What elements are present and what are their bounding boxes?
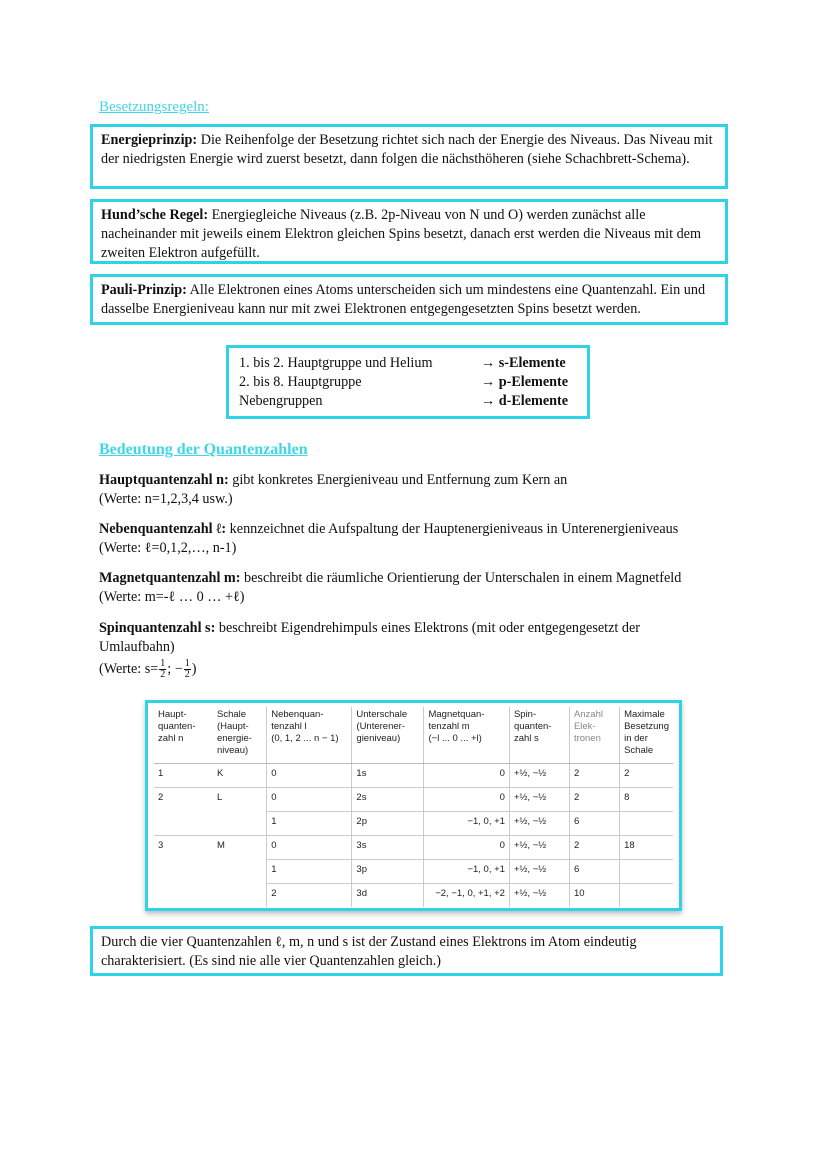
- pauli-prinzip-title: Pauli-Prinzip:: [101, 282, 187, 298]
- header-anzahl-elektronen: Anzahl Elek- tronen: [569, 707, 619, 764]
- cell-magnetquantenzahl: 0: [424, 836, 509, 860]
- cell-maximale-besetzung: 2: [620, 764, 673, 788]
- cell-anzahl-elektronen: 2: [569, 788, 619, 812]
- header-schale: Schale (Haupt- energie- niveau): [213, 707, 267, 764]
- cell-schale: [213, 812, 267, 836]
- cell-anzahl-elektronen: 6: [569, 860, 619, 884]
- quantenzahlen-table: [154, 707, 673, 907]
- table-row: [154, 884, 673, 908]
- pauli-prinzip-text: Alle Elektronen eines Atoms unterscheiden sich um mindestens eine Quantenzahl. Ein und dasselbe Energieniveau kann nur mit zwei Elektronen entgegengesetzten Spins besetzt werden.: [101, 282, 706, 317]
- element-group-row: [239, 373, 577, 392]
- header-magnetquantenzahl: Magnetquan- tenzahl m (−l ... 0 ... +l): [424, 707, 509, 764]
- spinquantenzahl-block: [99, 619, 699, 680]
- nebenquantenzahl-title: Nebenquantenzahl ℓ:: [99, 521, 227, 537]
- hauptquantenzahl-block: [99, 471, 739, 509]
- spinquantenzahl-text: beschreibt Eigendrehimpuls eines Elektrons (mit oder entgegengesetzt der Umlaufbahn): [99, 620, 641, 655]
- spinquantenzahl-values: (Werte: s= $\frac{1}{2}$ ; − $\frac{1}{2}$ ): [99, 658, 197, 680]
- nebenquantenzahl-block: [99, 520, 739, 558]
- cell-maximale-besetzung: [620, 860, 673, 884]
- cell-unterschale: 3d: [352, 884, 424, 908]
- cell-schale: M: [213, 836, 267, 860]
- header-nebenquantenzahl: Nebenquan- tenzahl l (0, 1, 2 ... n − 1): [267, 707, 352, 764]
- cell-magnetquantenzahl: −2, −1, 0, +1, +2: [424, 884, 509, 908]
- cell-schale: L: [213, 788, 267, 812]
- element-group-label: Nebengruppen: [239, 393, 323, 409]
- cell-magnetquantenzahl: −1, 0, +1: [424, 860, 509, 884]
- cell-nebenquantenzahl: 0: [267, 836, 352, 860]
- table-row: [154, 788, 673, 812]
- element-group-label: 1. bis 2. Hauptgruppe und Helium: [239, 355, 433, 371]
- magnetquantenzahl-values: (Werte: m=-ℓ … 0 … +ℓ): [99, 589, 245, 605]
- cell-schale: K: [216, 768, 224, 779]
- header-hauptquantenzahl: Haupt- quanten- zahl n: [154, 707, 213, 764]
- cell-spinquantenzahl: +½, −½: [509, 860, 569, 884]
- magnetquantenzahl-block: [99, 569, 739, 607]
- cell-schale: [213, 860, 267, 884]
- element-type: → s-Elemente: [481, 355, 566, 371]
- table-row: [154, 764, 673, 788]
- cell-magnetquantenzahl: −1, 0, +1: [424, 812, 509, 836]
- pauli-prinzip-box: [90, 274, 728, 325]
- hund-regel-title: Hund’sche Regel:: [101, 207, 209, 223]
- cell-unterschale: 3p: [352, 860, 424, 884]
- cell-nebenquantenzahl: 0: [267, 764, 352, 788]
- cell-hauptquantenzahl: 2: [154, 788, 213, 812]
- header-unterschale: Unterschale (Unterener- gieniveau): [352, 707, 424, 764]
- table-row: [154, 860, 673, 884]
- energieprinzip-text: Die Reihenfolge der Besetzung richtet sich nach der Energie des Niveaus. Das Niveau mit der niedrigsten Energie wird zuerst besetzt, dann folgen die nächsthöheren (siehe Schachbrett-Schema).: [101, 132, 713, 167]
- cell-anzahl-elektronen: 2: [569, 836, 619, 860]
- cell-maximale-besetzung: 8: [620, 788, 673, 812]
- cell-hauptquantenzahl: [154, 812, 213, 836]
- nebenquantenzahl-text: kennzeichnet die Aufspaltung der Hauptenergieniveaus in Unterenergieniveaus: [226, 521, 679, 537]
- hund-regel-box: [90, 199, 728, 264]
- element-type: → d-Elemente: [481, 393, 569, 409]
- cell-nebenquantenzahl: 2: [267, 884, 352, 908]
- element-type: → p-Elemente: [481, 374, 569, 390]
- conclusion-box: [90, 926, 723, 976]
- fraction: $\frac{1}{2}$: [160, 658, 166, 680]
- cell-spinquantenzahl: +½, −½: [509, 836, 569, 860]
- table-row: [154, 812, 673, 836]
- magnetquantenzahl-text: beschreibt die räumliche Orientierung der Unterschalen in einem Magnetfeld: [240, 570, 682, 586]
- cell-anzahl-elektronen: 6: [569, 812, 619, 836]
- cell-hauptquantenzahl: 3: [154, 836, 213, 860]
- cell-unterschale: 2s: [352, 788, 424, 812]
- conclusion-text: Durch die vier Quantenzahlen ℓ, m, n und s ist der Zustand eines Elektrons im Atom eindeutig charakterisiert. (Es sind nie alle vier Quantenzahlen gleich.): [101, 934, 637, 969]
- energieprinzip-box: [90, 124, 728, 189]
- cell-maximale-besetzung: [620, 884, 673, 908]
- cell-hauptquantenzahl: 1: [158, 768, 164, 779]
- hund-regel-text: Energiegleiche Niveaus (z.B. 2p-Niveau von N und O) werden zunächst alle nacheinander mit jeweils einem Elektron gleichen Spins besetzt, danach erst werden die Niveaus mit dem zweiten Elektron aufgefüllt.: [101, 207, 702, 261]
- cell-anzahl-elektronen: 10: [569, 884, 619, 908]
- cell-unterschale: 2p: [352, 812, 424, 836]
- element-group-row: [239, 354, 577, 373]
- cell-nebenquantenzahl: 0: [267, 788, 352, 812]
- cell-magnetquantenzahl: 0: [424, 764, 509, 788]
- nebenquantenzahl-values: (Werte: ℓ=0,1,2,…, n-1): [99, 540, 237, 556]
- quantenzahlen-heading: Bedeutung der Quantenzahlen: [99, 441, 308, 458]
- hauptquantenzahl-title: Hauptquantenzahl n:: [99, 472, 229, 488]
- quantenzahlen-table-frame: [145, 700, 682, 911]
- hauptquantenzahl-values: (Werte: n=1,2,3,4 usw.): [99, 491, 233, 507]
- energieprinzip-title: Energieprinzip:: [101, 132, 198, 148]
- cell-anzahl-elektronen: 2: [569, 764, 619, 788]
- spinquantenzahl-title: Spinquantenzahl s:: [99, 620, 216, 636]
- cell-nebenquantenzahl: 1: [267, 860, 352, 884]
- cell-hauptquantenzahl: [154, 884, 213, 908]
- hauptquantenzahl-text: gibt konkretes Energieniveau und Entfernung zum Kern an: [228, 472, 568, 488]
- header-maximale-besetzung: Maximale Besetzung in der Schale: [620, 707, 673, 764]
- cell-maximale-besetzung: 18: [620, 836, 673, 860]
- cell-schale: [213, 884, 267, 908]
- fraction: $\frac{1}{2}$: [184, 658, 190, 680]
- cell-magnetquantenzahl: 0: [424, 788, 509, 812]
- cell-spinquantenzahl: +½, −½: [509, 812, 569, 836]
- element-groups-box: [226, 345, 590, 419]
- cell-spinquantenzahl: +½, −½: [509, 764, 569, 788]
- cell-nebenquantenzahl: 1: [267, 812, 352, 836]
- besetzungsregeln-heading: Besetzungsregeln:: [99, 99, 209, 115]
- table-header-row: [154, 707, 673, 764]
- cell-hauptquantenzahl: [154, 860, 213, 884]
- cell-spinquantenzahl: +½, −½: [509, 788, 569, 812]
- cell-spinquantenzahl: +½, −½: [509, 884, 569, 908]
- magnetquantenzahl-title: Magnetquantenzahl m:: [99, 570, 241, 586]
- cell-maximale-besetzung: [620, 812, 673, 836]
- header-spinquantenzahl: Spin- quanten- zahl s: [509, 707, 569, 764]
- cell-unterschale: 1s: [352, 764, 424, 788]
- element-group-label: 2. bis 8. Hauptgruppe: [239, 374, 362, 390]
- element-group-row: [239, 392, 577, 411]
- table-row: [154, 836, 673, 860]
- cell-unterschale: 3s: [352, 836, 424, 860]
